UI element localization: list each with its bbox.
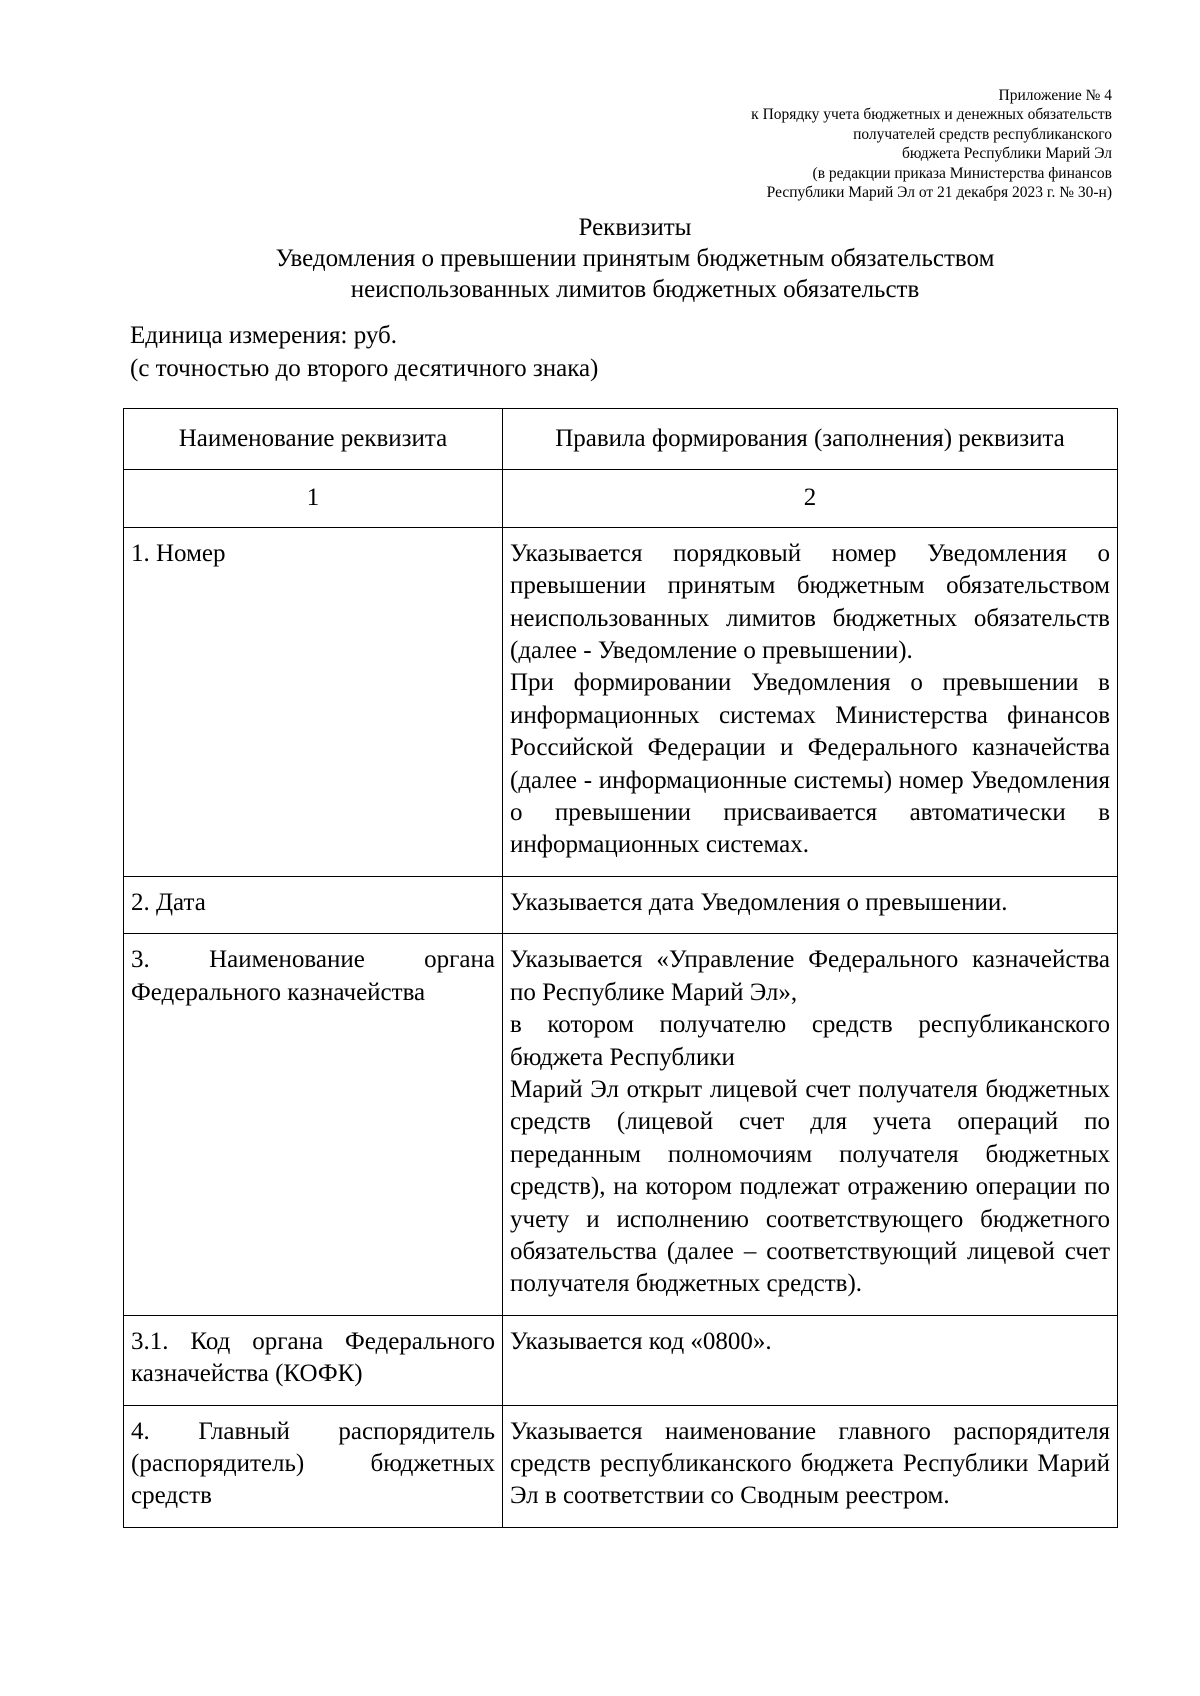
column-header-rule: Правила формирования (заполнения) реквизита bbox=[503, 409, 1118, 470]
requisite-name: 4. Главный распорядитель (распорядитель) бюджетных средств bbox=[124, 1405, 503, 1527]
title-line-3: неиспользованных лимитов бюджетных обязательств bbox=[350, 276, 920, 303]
appendix-line: Республики Марий Эл от 21 декабря 2023 г. № 30-н) bbox=[766, 184, 1112, 202]
requisite-rule bbox=[503, 1405, 1118, 1527]
appendix-line: получателей средств республиканского bbox=[853, 125, 1112, 143]
requisite-name: 3. Наименование органа Федерального казначейства bbox=[124, 934, 503, 1315]
table-row bbox=[124, 1405, 1118, 1527]
rule-paragraph: Указывается порядковый номер Уведомления о превышении принятым бюджетным обязательством неиспользованных лимитов бюджетных обязательств (далее - Уведомление о превышении). bbox=[510, 539, 1110, 665]
column-header-name: Наименование реквизита bbox=[124, 409, 503, 470]
appendix-line: (в редакции приказа Министерства финансов bbox=[812, 164, 1112, 182]
rule-paragraph: Указывается наименование главного распорядителя средств республиканского бюджета Республики Марий Эл в соответствии со Сводным реестром. bbox=[510, 1417, 1110, 1510]
rule-paragraph: При формировании Уведомления о превышении в информационных системах Министерства финансов Российской Федерации и Федерального казначейства (далее - информационные системы) номер Уведомления о превышении присваивается автоматически в информационных системах. bbox=[510, 669, 1110, 859]
table-row bbox=[124, 934, 1118, 1315]
requisite-rule bbox=[503, 876, 1118, 933]
table-header-row bbox=[124, 409, 1118, 470]
requisite-rule bbox=[503, 527, 1118, 876]
requisite-name: 3.1. Код органа Федерального казначейства (КОФК) bbox=[124, 1315, 503, 1405]
table-row bbox=[124, 527, 1118, 876]
column-number: 2 bbox=[503, 470, 1118, 527]
requisite-name: 1. Номер bbox=[124, 527, 503, 876]
rule-paragraph: Указывается дата Уведомления о превышении. bbox=[510, 888, 1008, 916]
requisite-rule bbox=[503, 1315, 1118, 1405]
rule-paragraph: в котором получателю средств республиканского бюджета Республики bbox=[510, 1011, 1110, 1071]
title-line-1: Реквизиты bbox=[578, 214, 692, 241]
rule-paragraph: Указывается «Управление Федерального казначейства по Республике Марий Эл», bbox=[510, 946, 1110, 1006]
appendix-line: к Порядку учета бюджетных и денежных обязательств bbox=[751, 106, 1112, 124]
requisites-table bbox=[123, 408, 1118, 1528]
appendix-note bbox=[592, 86, 1112, 202]
column-number-row bbox=[124, 470, 1118, 527]
appendix-line: Приложение № 4 bbox=[998, 87, 1112, 104]
column-number: 1 bbox=[124, 470, 503, 527]
units-line-1: Единица измерения: руб. bbox=[130, 322, 398, 349]
units-line-2: (с точностью до второго десятичного знака) bbox=[130, 355, 599, 382]
appendix-line: бюджета Республики Марий Эл bbox=[902, 145, 1112, 163]
document-title bbox=[0, 212, 1200, 305]
rule-paragraph: Указывается код «0800». bbox=[510, 1327, 772, 1355]
table-row bbox=[124, 1315, 1118, 1405]
requisite-rule bbox=[503, 934, 1118, 1315]
units-note bbox=[130, 319, 598, 385]
requisite-name: 2. Дата bbox=[124, 876, 503, 933]
table-row bbox=[124, 876, 1118, 933]
rule-paragraph: Марий Эл открыт лицевой счет получателя бюджетных средств (лицевой счет для учета операций по переданным полномочиям получателя бюджетных средств), на котором подлежат отражению операции по учету и исполнению соответствующего бюджетного обязательства (далее – соответствующий лицевой счет получателя бюджетных средств). bbox=[510, 1075, 1110, 1298]
title-line-2: Уведомления о превышении принятым бюджетным обязательством bbox=[275, 245, 995, 272]
